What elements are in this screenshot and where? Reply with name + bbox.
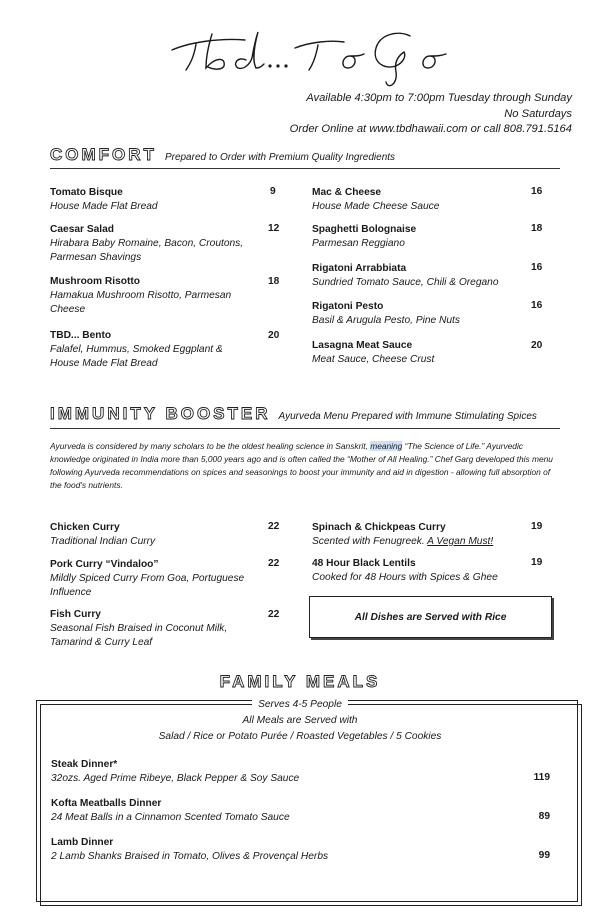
availability-hours: Available 4:30pm to 7:00pm Tuesday through Sunday xyxy=(306,92,572,104)
menu-item-price: 22 xyxy=(268,521,280,532)
menu-item-desc: Meat Sauce, Cheese Crust xyxy=(312,354,435,365)
menu-item xyxy=(50,558,250,600)
menu-item-price: 20 xyxy=(531,340,543,351)
menu-item-desc: Sundried Tomato Sauce, Chili & Oregano xyxy=(312,277,499,288)
ayurveda-description xyxy=(50,440,560,492)
menu-item-price: 22 xyxy=(268,609,280,620)
menu-item xyxy=(312,339,544,367)
menu-item-price: 20 xyxy=(268,330,280,341)
family-item-desc: 2 Lamb Shanks Braised in Tomato, Olives & Provençal Herbs xyxy=(51,851,329,862)
family-served-with: All Meals are Served with xyxy=(242,715,358,726)
menu-item-name: Chicken Curry xyxy=(50,522,120,533)
comfort-subtitle: Prepared to Order with Premium Quality Ingredients xyxy=(164,152,396,163)
family-item-name: Lamb Dinner xyxy=(51,837,114,848)
menu-item-price: 12 xyxy=(268,223,280,234)
rice-note: All Dishes are Served with Rice xyxy=(354,611,507,623)
order-online-info: Order Online at www.tbdhawaii.com or call 808.791.5164 xyxy=(289,123,572,135)
family-sides: Salad / Rice or Potato Purée / Roasted Vegetables / 5 Cookies xyxy=(158,731,442,742)
menu-item-desc: Basil & Arugula Pesto, Pine Nuts xyxy=(312,315,460,326)
menu-item-desc-text: Scented with Fenugreek. xyxy=(312,536,428,547)
menu-item xyxy=(50,223,275,265)
menu-item xyxy=(312,557,544,585)
family-item-price: 119 xyxy=(533,772,550,783)
availability-closed-days: No Saturdays xyxy=(504,107,572,120)
menu-item-name: Rigatoni Pesto xyxy=(312,301,384,312)
serves-text: Serves 4-5 People xyxy=(252,699,348,710)
menu-item-price: 22 xyxy=(268,558,280,569)
menu-item xyxy=(312,262,544,290)
menu-item-name: Mushroom Risotto xyxy=(50,276,140,287)
menu-item xyxy=(312,521,544,549)
comfort-header xyxy=(50,145,395,165)
family-item xyxy=(51,836,491,864)
menu-item-desc: Cooked for 48 Hours with Spices & Ghee xyxy=(312,572,498,583)
family-serves xyxy=(0,694,600,712)
family-item-price: 99 xyxy=(538,850,550,861)
menu-item-name: Tomato Bisque xyxy=(50,187,123,198)
menu-item-desc: House Made Flat Bread xyxy=(50,201,158,212)
tbd-to-go-logo xyxy=(0,12,600,90)
menu-item xyxy=(50,329,250,371)
ayurveda-text-start: Ayurveda is considered by many scholars to be the oldest healing science in Sanskrit, xyxy=(50,441,371,451)
menu-item-price: 9 xyxy=(270,186,276,197)
menu-item-desc: Parmesan Reggiano xyxy=(312,238,405,249)
family-item-price: 89 xyxy=(538,811,550,822)
ayurveda-text-end: “The Science of Life.” Ayurvedic knowledge originated in India more than 5,000 years ago and is often called the “Mother of All Healing.” Chef Garg developed this menu following Ayurveda recommendations on spices and seasonings to boost your immunity and aid in digestion - allowing full absorption of the food's nutrients. xyxy=(50,441,553,490)
family-item-name: Kofta Meatballs Dinner xyxy=(51,798,162,809)
menu-item xyxy=(50,521,282,549)
menu-item-price: 16 xyxy=(531,262,543,273)
menu-item-desc xyxy=(312,535,544,549)
menu-item xyxy=(50,275,240,317)
menu-item-desc: Traditional Indian Curry xyxy=(50,536,156,547)
menu-item-price: 18 xyxy=(531,223,543,234)
immunity-title: IMMUNITY BOOSTER xyxy=(50,404,271,423)
menu-item-name: Caesar Salad xyxy=(50,224,114,235)
family-item xyxy=(51,758,491,786)
family-item-desc: 32ozs. Aged Prime Ribeye, Black Pepper & Soy Sauce xyxy=(51,773,300,784)
menu-item-price: 16 xyxy=(531,186,543,197)
availability-info xyxy=(212,91,572,138)
menu-item-name: TBD... Bento xyxy=(50,330,112,341)
menu-item-desc: Falafel, Hummus, Smoked Eggplant & House Made Flat Bread xyxy=(50,344,223,369)
menu-item-price: 19 xyxy=(531,557,543,568)
ayurveda-highlight: meaning xyxy=(370,441,403,451)
menu-item-desc: Seasonal Fish Braised in Coconut Milk, Tamarind & Curry Leaf xyxy=(50,623,228,648)
menu-item-price: 16 xyxy=(531,300,543,311)
family-item-name: Steak Dinner* xyxy=(51,759,118,770)
comfort-divider xyxy=(50,168,560,169)
menu-item xyxy=(50,186,282,214)
menu-item xyxy=(312,300,544,328)
menu-item-name: Lasagna Meat Sauce xyxy=(312,340,413,351)
menu-item-name: Spaghetti Bolognaise xyxy=(312,224,417,235)
menu-item-desc: Hamakua Mushroom Risotto, Parmesan Cheese xyxy=(50,290,232,315)
rice-note-box xyxy=(309,596,552,638)
menu-item-price: 18 xyxy=(268,276,280,287)
immunity-divider xyxy=(50,428,560,429)
menu-item xyxy=(312,186,544,214)
menu-item-name: Spinach & Chickpeas Curry xyxy=(312,522,446,533)
family-meals-title: FAMILY MEALS xyxy=(219,672,381,691)
menu-item-desc: Mildly Spiced Curry From Goa, Portuguese Influence xyxy=(50,573,245,598)
comfort-title: COMFORT xyxy=(50,145,157,164)
menu-item-name: Mac & Cheese xyxy=(312,187,382,198)
menu-item-price: 19 xyxy=(531,521,543,532)
menu-item-desc: House Made Cheese Sauce xyxy=(312,201,440,212)
menu-item-name: Fish Curry xyxy=(50,609,101,620)
menu-item-name: Pork Curry “Vindaloo” xyxy=(50,559,159,570)
immunity-subtitle: Ayurveda Menu Prepared with Immune Stimulating Spices xyxy=(278,411,537,422)
menu-item-name: 48 Hour Black Lentils xyxy=(312,558,416,569)
menu-item xyxy=(50,608,255,650)
menu-item-desc: Hirabara Baby Romaine, Bacon, Croutons, Parmesan Shavings xyxy=(50,238,244,263)
family-item xyxy=(51,797,491,825)
immunity-header xyxy=(50,404,537,424)
menu-item xyxy=(312,223,544,251)
vegan-note: A Vegan Must! xyxy=(427,536,494,547)
family-item-desc: 24 Meat Balls in a Cinnamon Scented Tomato Sauce xyxy=(51,812,290,823)
menu-item-name: Rigatoni Arrabbiata xyxy=(312,263,407,274)
